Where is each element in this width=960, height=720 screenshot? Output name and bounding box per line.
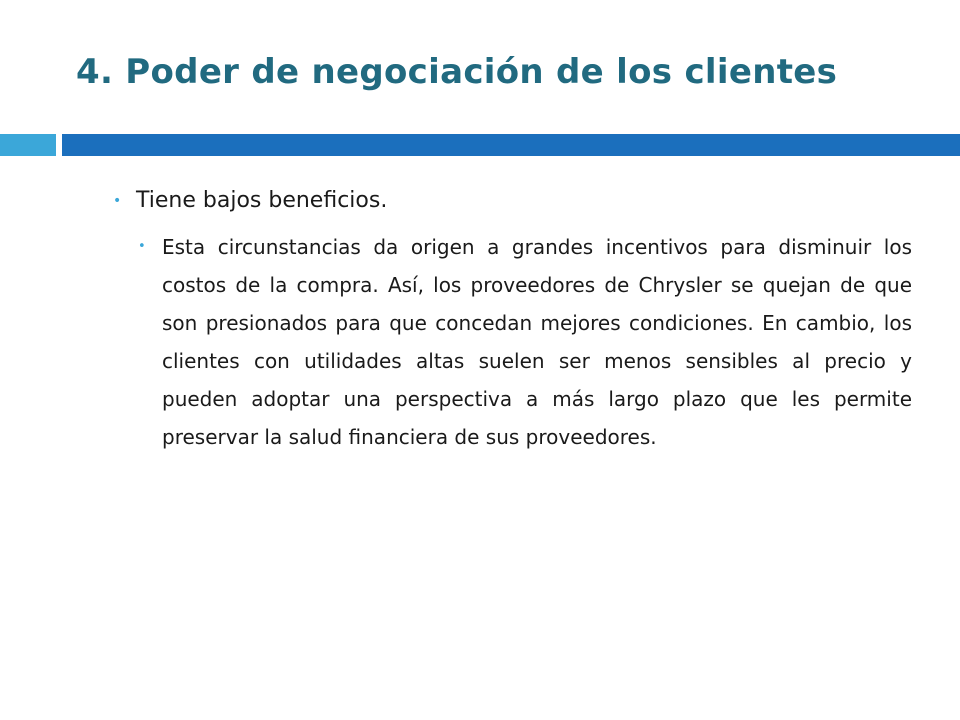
bullet-level2 bbox=[138, 228, 912, 456]
accent-bar-right bbox=[62, 134, 960, 156]
bullet-level2-text: Esta circunstancias da origen a grandes incentivos para disminuir los costos de la compra. Así, los proveedores de Chrysler se quejan de que son presionados para que concedan mejores condiciones. En cambio, los clientes con utilidades altas suelen ser menos sensibles al precio y pueden adoptar una perspectiva a más largo plazo que les permite preservar la salud financiera de sus proveedores. bbox=[162, 235, 912, 449]
bullet-level1-text: Tiene bajos beneficios. bbox=[136, 188, 388, 213]
slide-title: 4. Poder de negociación de los clientes bbox=[76, 52, 838, 92]
accent-bar-left bbox=[0, 134, 56, 156]
bullet-dot-icon: • bbox=[113, 193, 122, 209]
bullet-dot-icon: • bbox=[138, 239, 146, 254]
